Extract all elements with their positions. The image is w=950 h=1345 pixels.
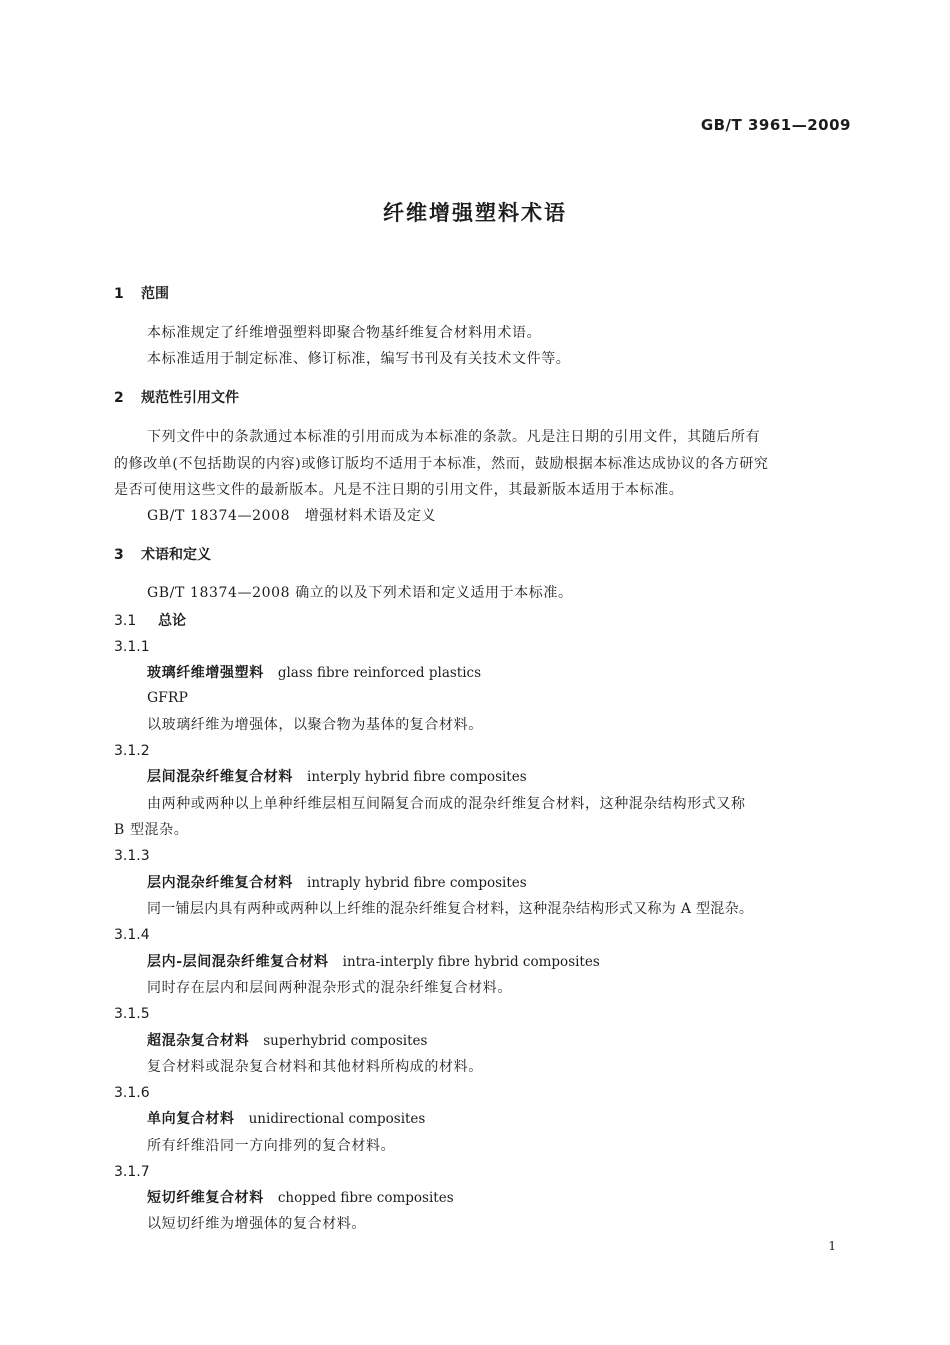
- term-chinese: 层内混杂纤维复合材料: [147, 875, 293, 891]
- standard-code: GB/T 3961—2009: [700, 116, 851, 134]
- term-number: 3.1.4: [114, 927, 150, 943]
- term-chinese: 玻璃纤维增强塑料: [147, 665, 264, 681]
- reference-entry: GB/T 18374—2008 增强材料术语及定义: [147, 508, 437, 524]
- scope-paragraph-2: 本标准适用于制定标准、修订标准，编写书刊及有关技术文件等。: [147, 351, 571, 367]
- section-number: 1: [114, 286, 124, 302]
- term-definition: 复合材料或混杂复合材料和其他材料所构成的材料。: [147, 1059, 483, 1075]
- references-paragraph-line-2: 的修改单(不包括勘误的内容)或修订版均不适用于本标准，然而，鼓励根据本标准达成协议的各方研究: [114, 456, 769, 472]
- section-heading-normative-references: [114, 391, 239, 405]
- references-paragraph-line-1: 下列文件中的条款通过本标准的引用而成为本标准的条款。凡是注日期的引用文件，其随后所有: [147, 429, 761, 445]
- section-title: 规范性引用文件: [141, 390, 239, 406]
- term-definition-continued: B 型混杂。: [114, 822, 189, 838]
- term-english: interply hybrid fibre composites: [307, 769, 527, 785]
- term-definition: 由两种或两种以上单种纤维层相互间隔复合而成的混杂纤维复合材料，这种混杂结构形式又称: [147, 796, 746, 812]
- term-definition: 以短切纤维为增强体的复合材料。: [147, 1216, 366, 1232]
- term-english: intra-interply fibre hybrid composites: [342, 954, 600, 970]
- terms-intro: GB/T 18374—2008 确立的以及下列术语和定义适用于本标准。: [147, 585, 573, 601]
- term-number: 3.1.6: [114, 1085, 150, 1101]
- term-abbreviation: GFRP: [147, 690, 188, 706]
- term-number: 3.1.5: [114, 1006, 150, 1022]
- term-english: superhybrid composites: [263, 1033, 428, 1049]
- subsection-number: 3.1: [114, 613, 137, 629]
- term-english: chopped fibre composites: [277, 1190, 454, 1206]
- term-entry: [147, 1112, 425, 1127]
- term-chinese: 超混杂复合材料: [147, 1033, 250, 1049]
- term-entry: [147, 1034, 427, 1049]
- term-number: 3.1.1: [114, 639, 150, 655]
- term-entry: [147, 770, 527, 785]
- term-number: 3.1.7: [114, 1164, 150, 1180]
- document-title: 纤维增强塑料术语: [383, 201, 567, 225]
- term-entry: [147, 666, 481, 681]
- page-number: 1: [828, 1239, 836, 1253]
- term-chinese: 短切纤维复合材料: [147, 1190, 264, 1206]
- section-title: 范围: [141, 286, 169, 302]
- section-heading-terms-definitions: [114, 548, 211, 562]
- term-definition: 所有纤维沿同一方向排列的复合材料。: [147, 1138, 396, 1154]
- term-chinese: 层内-层间混杂纤维复合材料: [147, 954, 329, 970]
- section-heading-scope: [114, 287, 169, 301]
- scope-paragraph-1: 本标准规定了纤维增强塑料即聚合物基纤维复合材料用术语。: [147, 325, 542, 341]
- section-number: 2: [114, 390, 124, 406]
- term-chinese: 层间混杂纤维复合材料: [147, 769, 293, 785]
- term-definition: 以玻璃纤维为增强体，以聚合物为基体的复合材料。: [147, 717, 483, 733]
- term-english: intraply hybrid fibre composites: [307, 875, 527, 891]
- references-paragraph-line-3: 是否可使用这些文件的最新版本。凡是不注日期的引用文件，其最新版本适用于本标准。: [114, 482, 684, 498]
- term-chinese: 单向复合材料: [147, 1111, 235, 1127]
- section-title: 术语和定义: [141, 547, 211, 563]
- term-entry: [147, 1191, 454, 1206]
- term-entry: [147, 876, 527, 891]
- term-definition: 同时存在层内和层间两种混杂形式的混杂纤维复合材料。: [147, 980, 512, 996]
- term-definition: 同一铺层内具有两种或两种以上纤维的混杂纤维复合材料，这种混杂结构形式又称为 A 型混杂。: [147, 901, 754, 917]
- term-english: glass fibre reinforced plastics: [277, 665, 482, 681]
- term-number: 3.1.2: [114, 743, 150, 759]
- term-number: 3.1.3: [114, 848, 150, 864]
- term-entry: [147, 955, 600, 970]
- section-number: 3: [114, 547, 124, 563]
- subsection-title: 总论: [158, 613, 186, 629]
- term-english: unidirectional composites: [248, 1111, 426, 1127]
- subsection-heading-general: [114, 614, 186, 628]
